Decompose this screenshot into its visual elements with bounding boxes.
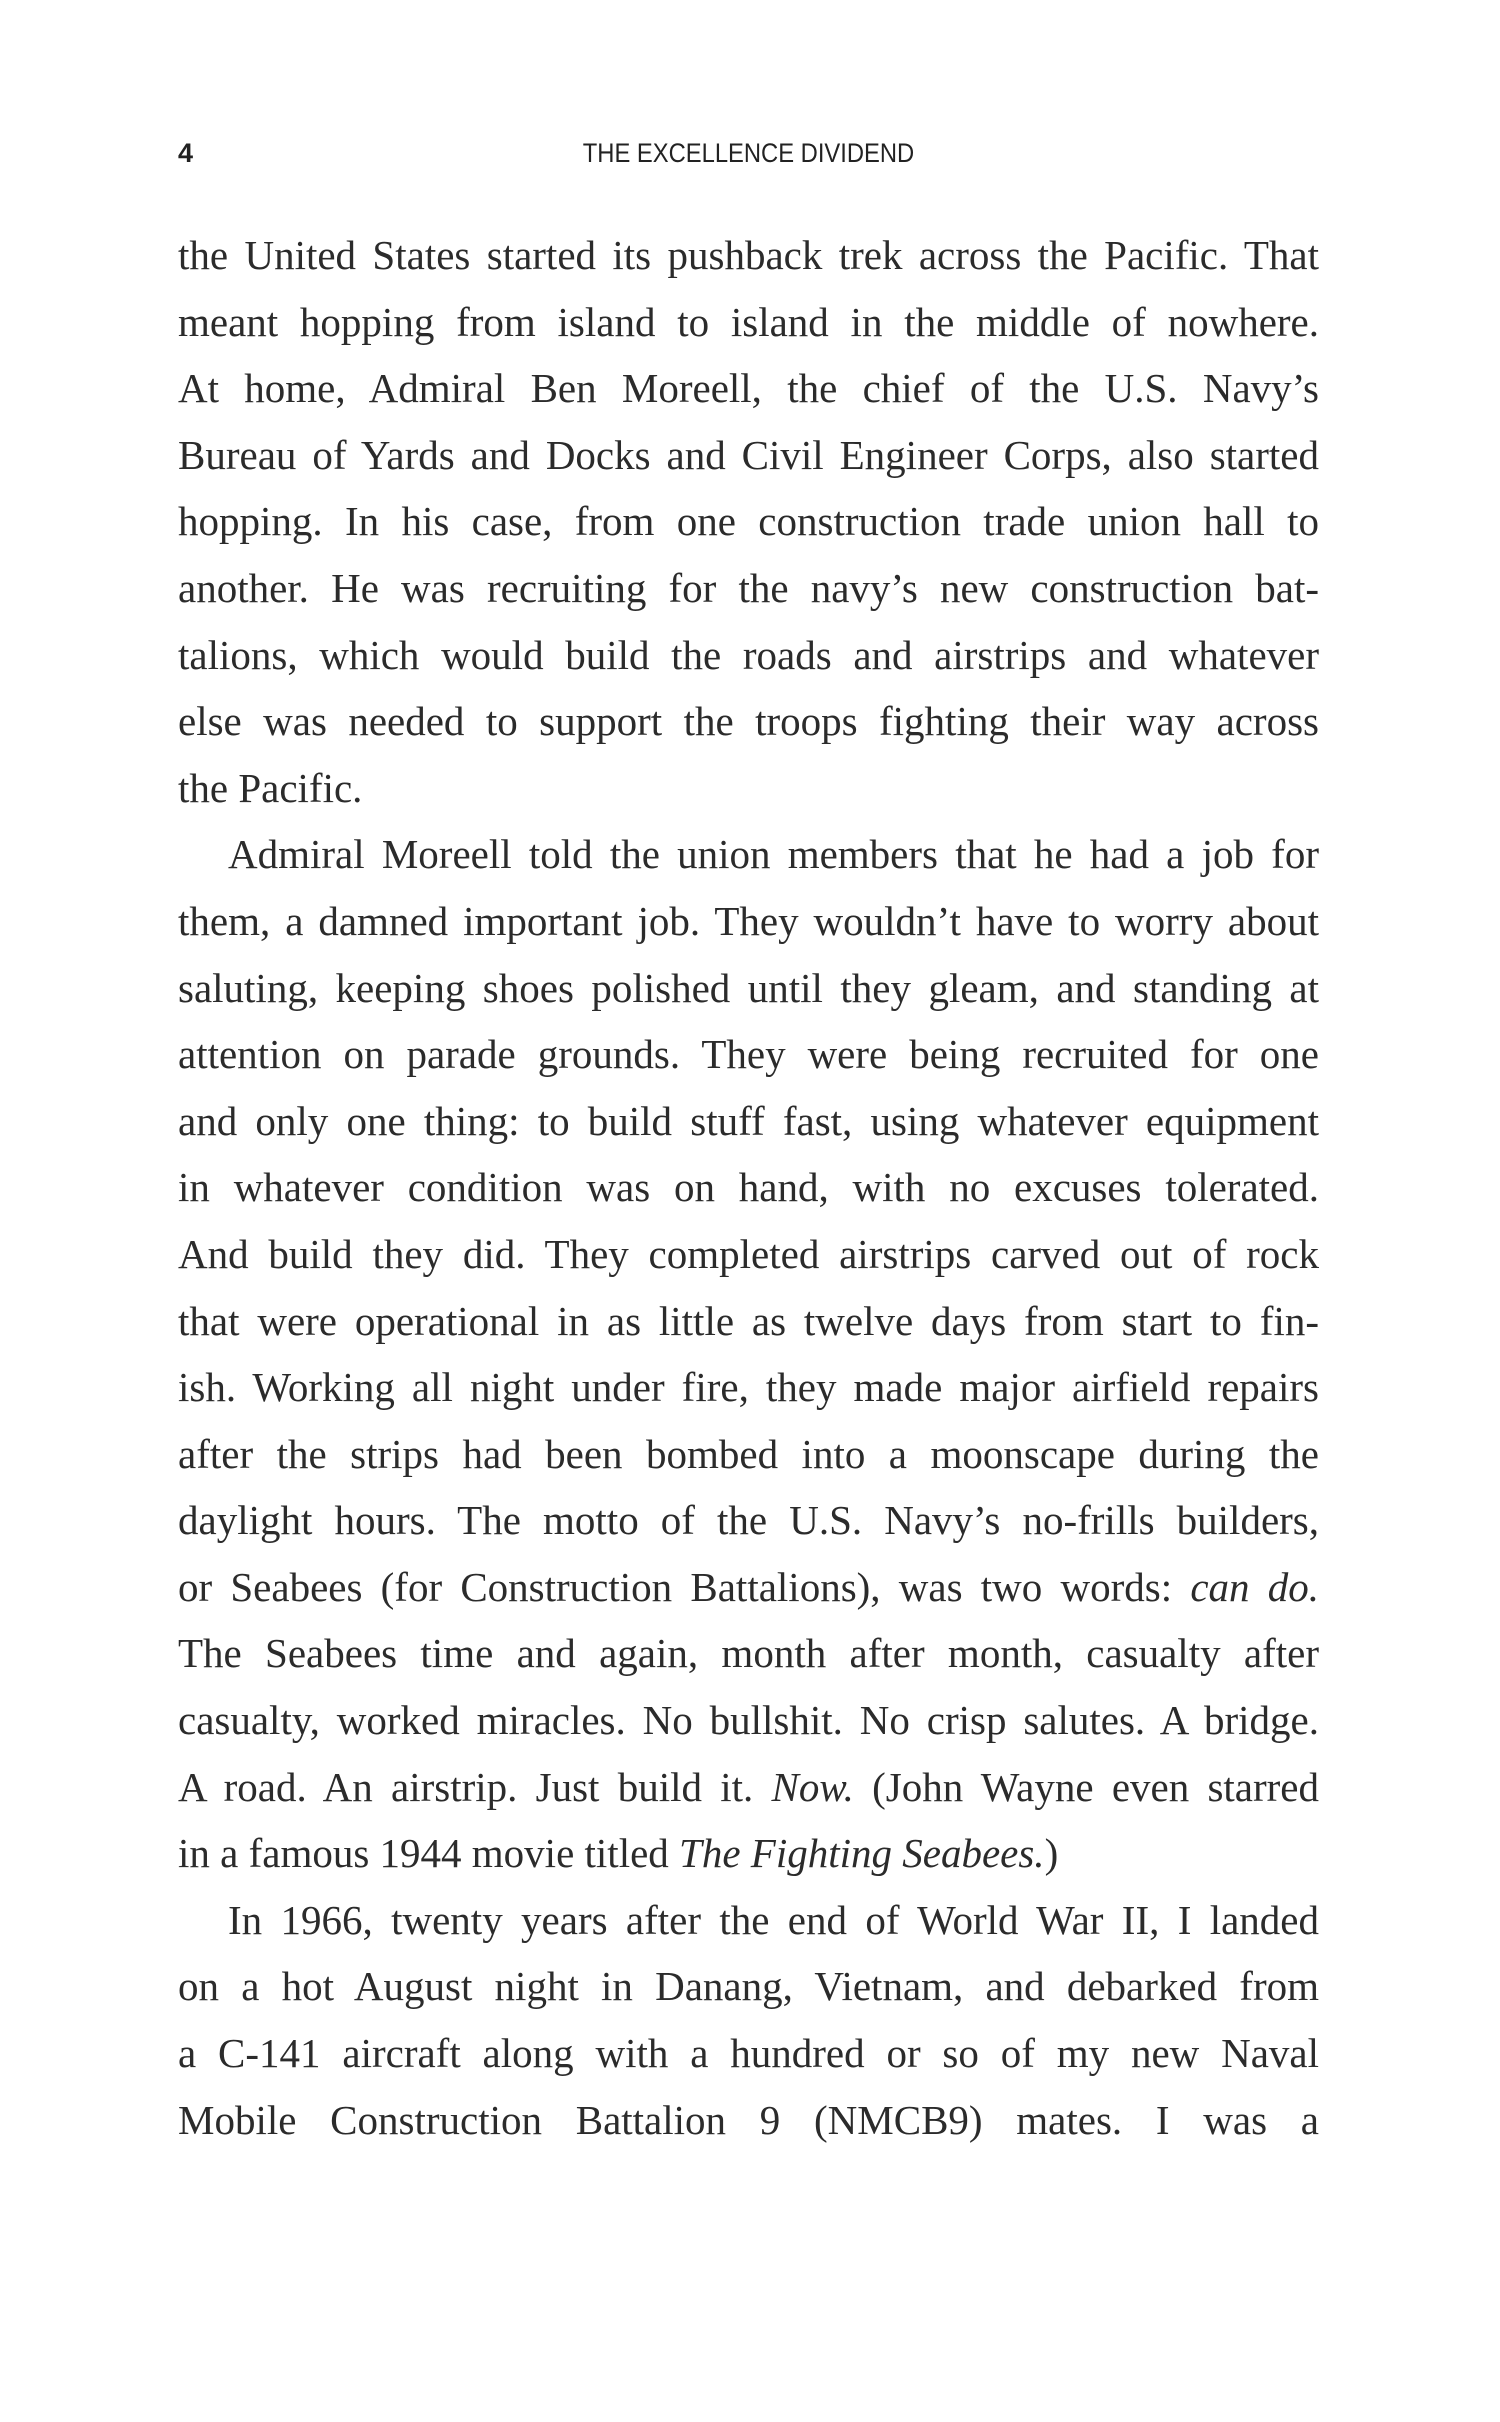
text-segment: talions, which would build the roads and airstrips and whatever xyxy=(178,631,1319,678)
text-line xyxy=(178,1953,1319,2020)
text-line xyxy=(178,1887,1319,1954)
text-segment: the United States started its pushback trek across the Pacific. That xyxy=(178,232,1319,278)
running-title: THE EXCELLENCE DIVIDEND xyxy=(582,138,915,168)
text-segment: (John Wayne even starred xyxy=(853,1763,1320,1810)
text-line xyxy=(178,355,1319,422)
text-segment: Admiral Moreell told the union members that he had a job for xyxy=(228,831,1319,878)
text-line xyxy=(178,1288,1319,1355)
paragraph xyxy=(178,222,1319,821)
paragraph xyxy=(178,821,1319,1887)
text-line xyxy=(178,1554,1319,1621)
text-segment: A road. An airstrip. Just build it. xyxy=(178,1763,772,1810)
text-segment: meant hopping from island to island in the middle of nowhere. xyxy=(178,298,1319,345)
italic-text: The Fighting Seabees. xyxy=(679,1830,1045,1877)
text-segment: or Seabees (for Construction Battalions), was two words: xyxy=(178,1563,1191,1610)
text-line xyxy=(178,1021,1319,1088)
text-segment: saluting, keeping shoes polished until they gleam, and standing at xyxy=(178,964,1319,1011)
text-line xyxy=(178,2020,1319,2087)
page-number: 4 xyxy=(178,138,194,168)
text-segment: Bureau of Yards and Docks and Civil Engineer Corps, also started xyxy=(178,431,1319,478)
text-line xyxy=(178,1487,1319,1554)
text-segment: casualty, worked miracles. No bullshit. No crisp salutes. A bridge. xyxy=(178,1697,1319,1744)
text-line xyxy=(178,688,1319,755)
text-line xyxy=(178,422,1319,489)
text-segment: and only one thing: to build stuff fast, using whatever equipment xyxy=(178,1097,1319,1144)
text-line xyxy=(178,1221,1319,1288)
text-segment: on a hot August night in Danang, Vietnam, and debarked from xyxy=(178,1963,1319,2010)
text-segment: another. He was recruiting for the navy’s new construction bat- xyxy=(178,564,1319,611)
italic-text: Now. xyxy=(771,1763,854,1810)
text-line xyxy=(178,1354,1319,1421)
text-line xyxy=(178,1620,1319,1687)
text-segment: At home, Admiral Ben Moreell, the chief of the U.S. Navy’s xyxy=(178,365,1319,412)
text-line xyxy=(178,2087,1319,2154)
text-line xyxy=(178,1088,1319,1155)
text-segment: a C-141 aircraft along with a hundred or so of my new Naval xyxy=(178,2030,1319,2077)
text-line xyxy=(178,622,1319,689)
text-line xyxy=(178,222,1319,289)
text-line xyxy=(178,1154,1319,1221)
text-segment: In 1966, twenty years after the end of World War II, I landed xyxy=(228,1896,1319,1943)
text-segment: Mobile Construction Battalion 9 (NMCB9) mates. I was a xyxy=(178,2096,1319,2143)
text-line xyxy=(178,555,1319,622)
text-segment: after the strips had been bombed into a moonscape during the xyxy=(178,1430,1319,1477)
body-text xyxy=(178,222,1319,2153)
text-line xyxy=(178,1687,1319,1754)
text-line xyxy=(178,888,1319,955)
paragraph xyxy=(178,1887,1319,2153)
text-segment: them, a damned important job. They wouldn’t have to worry about xyxy=(178,897,1319,944)
text-line xyxy=(178,821,1319,888)
text-line xyxy=(178,955,1319,1022)
text-line xyxy=(178,755,1319,822)
running-header xyxy=(178,138,1319,178)
text-segment: that were operational in as little as twelve days from start to fin- xyxy=(178,1297,1319,1344)
text-segment: else was needed to support the troops fighting their way across xyxy=(178,698,1319,745)
text-segment: the Pacific. xyxy=(178,764,363,811)
text-segment: daylight hours. The motto of the U.S. Navy’s no-frills builders, xyxy=(178,1497,1319,1544)
text-line xyxy=(178,488,1319,555)
text-segment: attention on parade grounds. They were being recruited for one xyxy=(178,1031,1319,1078)
text-segment: hopping. In his case, from one construction trade union hall to xyxy=(178,498,1319,545)
text-segment: ish. Working all night under fire, they made major airfield repairs xyxy=(178,1364,1319,1411)
text-line xyxy=(178,1754,1319,1821)
text-line xyxy=(178,1820,1319,1887)
text-segment: And build they did. They completed airstrips carved out of rock xyxy=(178,1230,1319,1277)
text-segment: in whatever condition was on hand, with no excuses tolerated. xyxy=(178,1164,1319,1211)
text-line xyxy=(178,1421,1319,1488)
italic-text: can do. xyxy=(1190,1563,1319,1610)
text-segment: in a famous 1944 movie titled xyxy=(178,1830,680,1877)
text-segment: The Seabees time and again, month after month, casualty after xyxy=(178,1630,1319,1677)
text-segment: ) xyxy=(1044,1830,1059,1877)
text-line xyxy=(178,289,1319,356)
